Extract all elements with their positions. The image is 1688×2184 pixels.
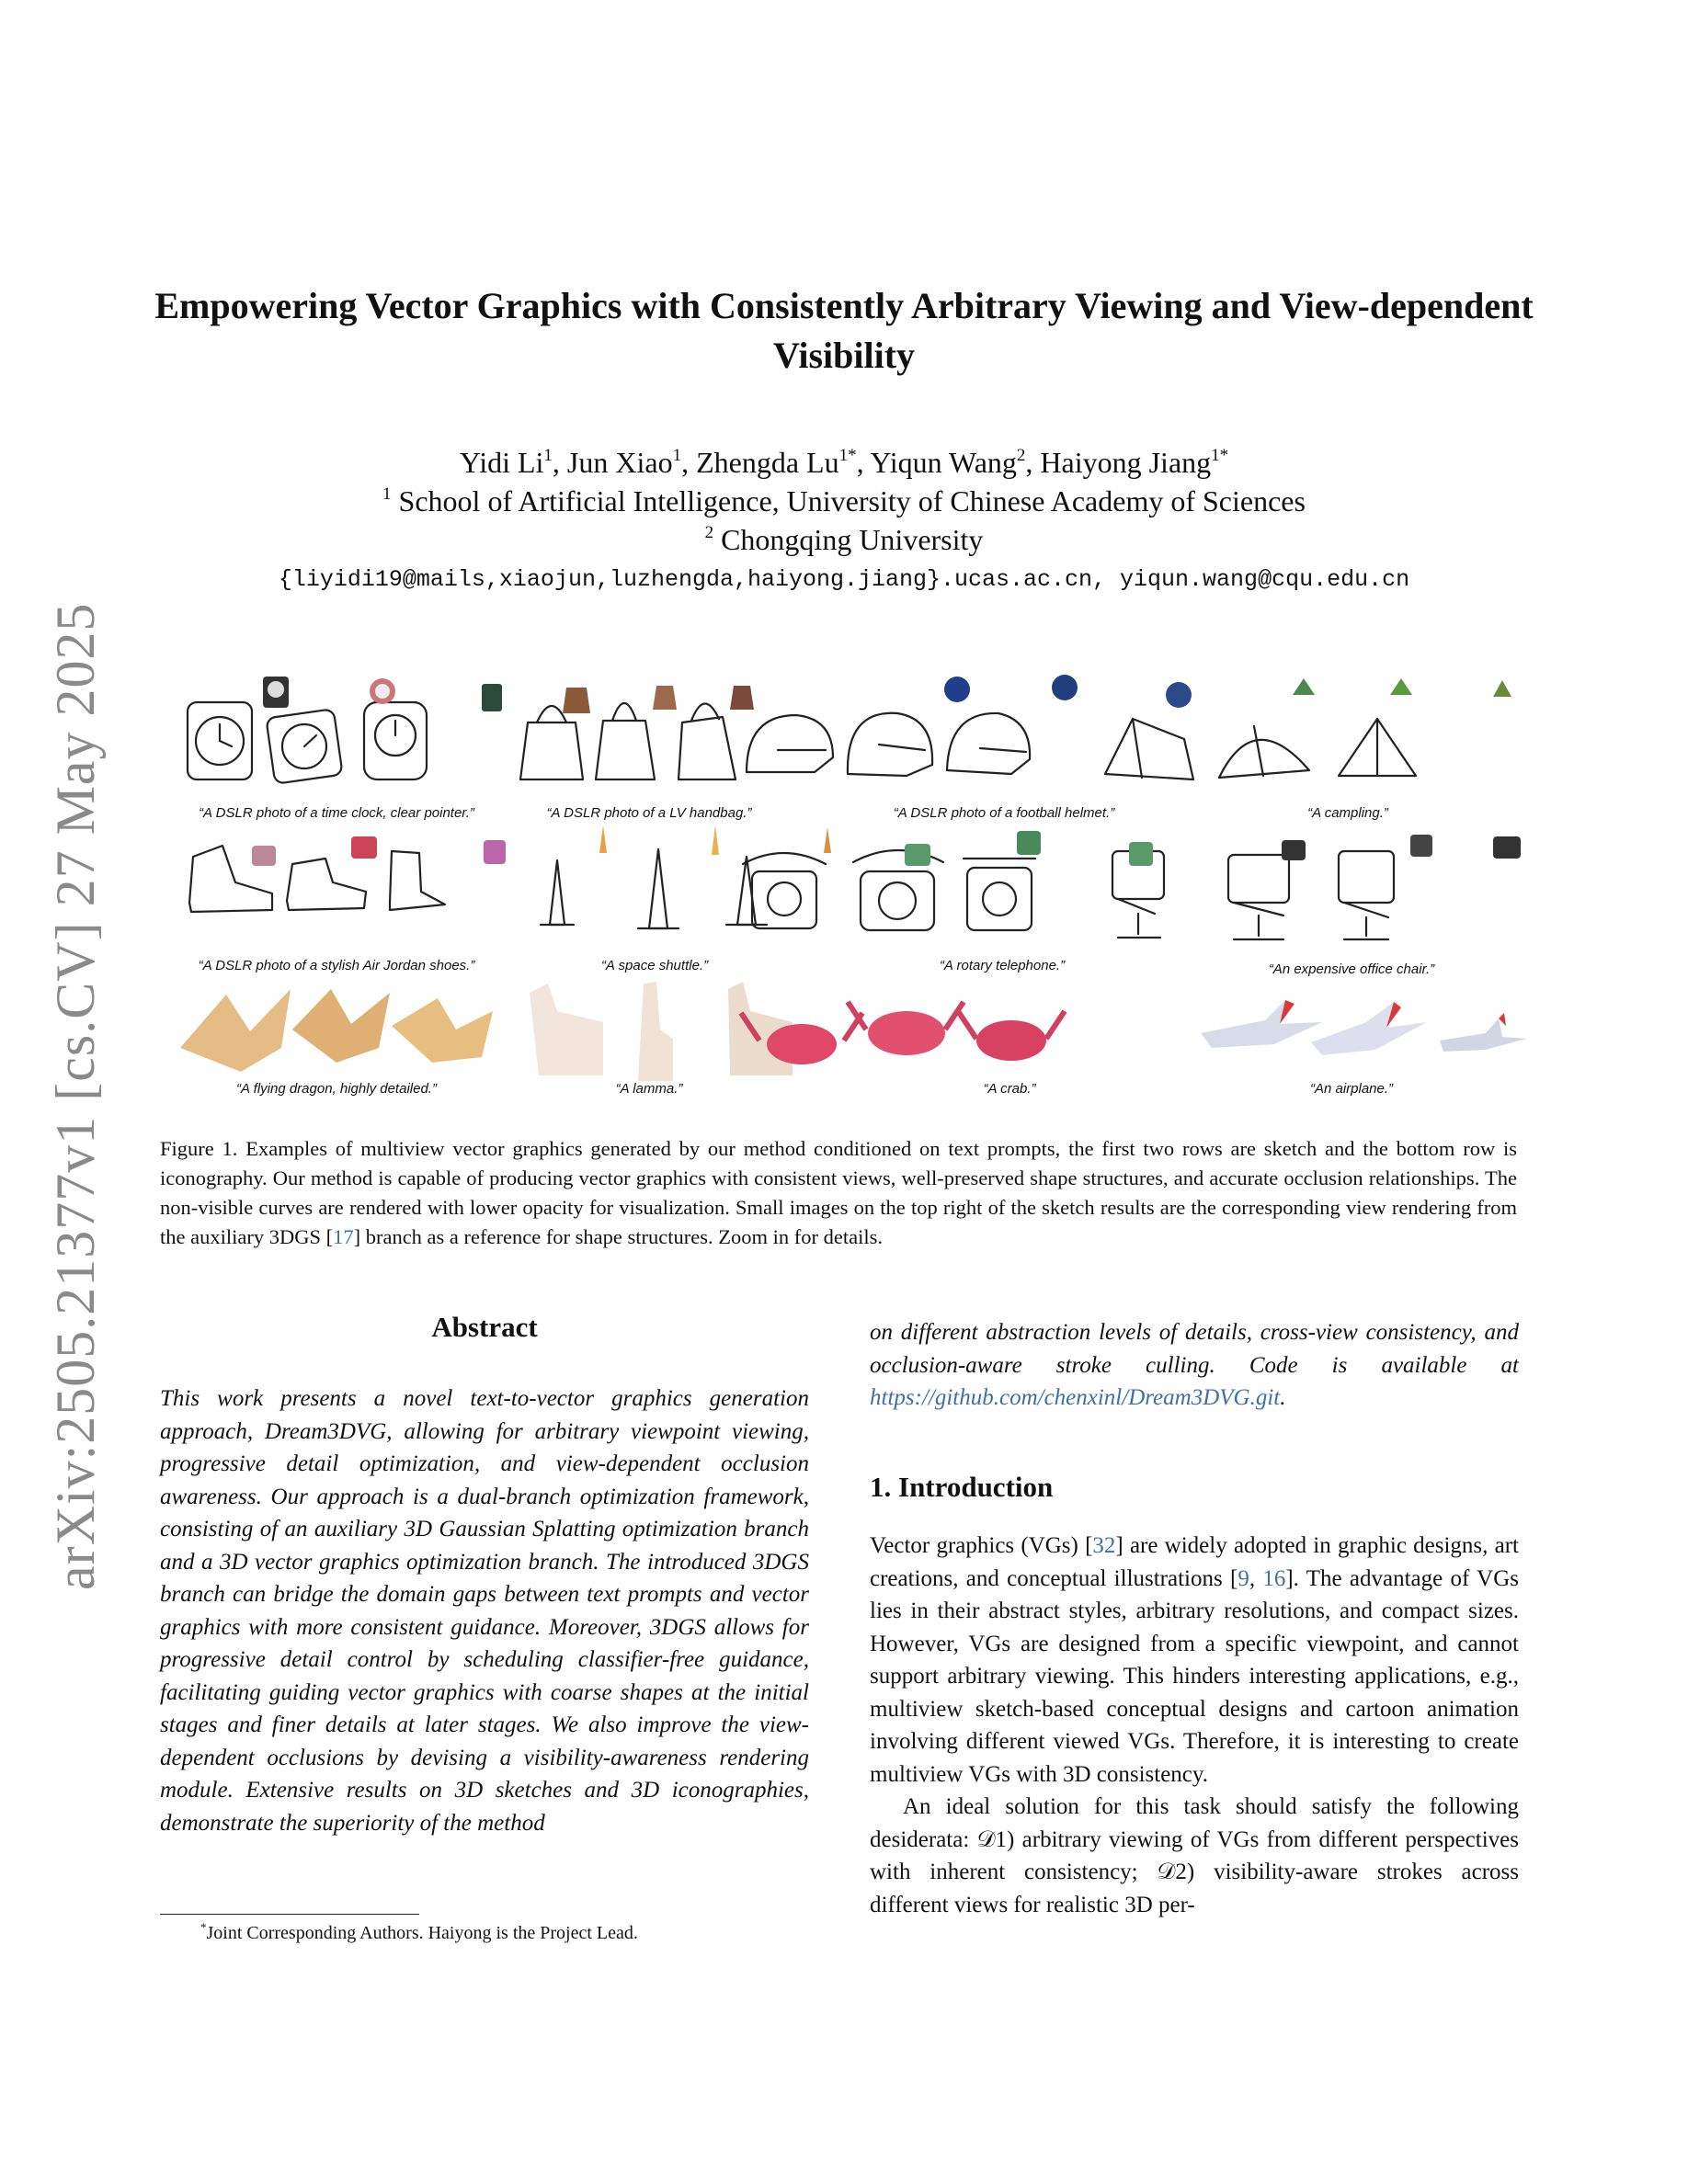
introduction-text bbox=[870, 1530, 1519, 1921]
figure-prompt: “A flying dragon, highly detailed.” bbox=[236, 1081, 437, 1097]
figure-prompt: “A DSLR photo of a stylish Air Jordan shoes.” bbox=[198, 958, 475, 973]
figure-prompt: “A DSLR photo of a football helmet.” bbox=[893, 805, 1115, 821]
figure-prompt: “A lamma.” bbox=[615, 1081, 683, 1097]
author-emails: {liyidi19@mails,xiaojun,luzhengda,haiyong.jiang}.ucas.ac.cn, yiqun.wang@cqu.edu.cn bbox=[278, 566, 1410, 593]
shoe-sketch bbox=[189, 846, 445, 912]
figure-prompt: “A space shuttle.” bbox=[600, 958, 709, 973]
tent-sketch bbox=[1105, 719, 1416, 779]
affiliation: $^1$ School of Artificial Intelligence, University of Chinese Academy of Sciences bbox=[382, 484, 1306, 518]
paper-title: Empowering Vector Graphics with Consistently Arbitrary Viewing and View-dependent Visibility bbox=[154, 285, 1534, 376]
author-name: Yidi Li bbox=[459, 446, 544, 479]
crab-icons bbox=[741, 1002, 1065, 1064]
author-list: Yidi Li$^1$, Jun Xiao$^1$, Zhengda $Lu^{1*}$, Yiqun Wang$^2$, Haiyong Jiang$^{1*}$ bbox=[459, 446, 1229, 479]
shuttle-sketch bbox=[541, 849, 767, 928]
abstract-text: This work presents a novel text-to-vector graphics generation approach, Dream3DVG, allowing for arbitrary viewpoint viewing, progressive detail optimization, and view-dependent occlusion awareness. Our approach is a dual-branch optimization framework, consisting of an auxiliary 3D Gaussian Splatting optimization branch and a 3D vector graphics optimization branch. The introduced 3DGS branch can bridge the domain gaps between text prompts and vector graphics with more consistent guidance. Moreover, 3DGS allows for progressive detail control by scheduling classifier-free guidance, facilitating guiding vector graphics with coarse shapes at the initial stages and finer details at later stages. We also improve the view-dependent occlusions by devising a visibility-awareness rendering module. Extensive results on 3D sketches and 3D iconographies, demonstrate the superiority of the method bbox=[160, 1386, 809, 1836]
author-name: Jun Xiao bbox=[566, 446, 673, 479]
airplane-icons bbox=[1201, 1000, 1526, 1055]
figure-caption: Figure 1. Examples of multiview vector graphics generated by our method conditioned on text prompts, the first two rows are sketch and the bottom row is iconography. Our method is capable of producing vector graphics with consistent views, well-preserved shape structures, and accurate occlusion relationships. The non-visible curves are rendered with lower opacity for visualization. Small images on the top right of the sketch results are the corresponding view rendering from the auxiliary 3DGS [17] branch as a reference for shape structures. Zoom in for details. bbox=[160, 1137, 1517, 1248]
abstract-continued: on different abstraction levels of details, cross-view consistency, and occlusion-aware stroke culling. Code is available at https://github.com/chenxinl/Dream3DVG.git. bbox=[870, 1320, 1519, 1410]
footnote-rule bbox=[160, 1914, 419, 1915]
code-link[interactable]: https://github.com/chenxinl/Dream3DVG.git bbox=[870, 1385, 1281, 1410]
reference-thumbnails bbox=[252, 675, 1521, 866]
paragraph: Vector graphics (VGs) [32] are widely adopted in graphic designs, art creations, and conceptual illustrations [9, 16]. The advantage of VGs lies in their abstract styles, arbitrary resolutions, and compact sizes. However, VGs are designed from a specific viewpoint, and cannot support arbitrary viewing. This hinders interesting applications, e.g., multiview sketch-based conceptual designs and cartoon animation involving different viewed VGs. Therefore, it is interesting to create multiview VGs with 3D consistency. bbox=[870, 1533, 1519, 1787]
arxiv-stamp: arXiv:2505.21377v1 [cs.CV] 27 May 2025 bbox=[45, 602, 106, 1590]
dragon-icons bbox=[180, 989, 493, 1072]
author-name: Zhengda Lu bbox=[696, 446, 839, 479]
figure-prompt: “A DSLR photo of a LV handbag.” bbox=[546, 805, 752, 821]
section-heading-introduction: 1. Introduction bbox=[870, 1471, 1054, 1503]
citation-link[interactable]: 9 bbox=[1237, 1565, 1249, 1591]
author-name: Yiqun Wang bbox=[870, 446, 1017, 479]
helmet-sketch bbox=[747, 713, 1030, 776]
footnote: *Joint Corresponding Authors. Haiyong is the Project Lead. bbox=[200, 1920, 638, 1943]
chair-sketch bbox=[1112, 851, 1394, 939]
clock-sketch bbox=[188, 702, 427, 784]
abstract-heading: Abstract bbox=[431, 1311, 538, 1343]
figure-prompt: “An expensive office chair.” bbox=[1268, 961, 1435, 977]
figure-prompt: “A campling.” bbox=[1307, 805, 1388, 821]
figure-1 bbox=[171, 662, 1528, 1121]
figure-prompt: “A crab.” bbox=[983, 1081, 1036, 1097]
citation-link[interactable]: 16 bbox=[1262, 1565, 1286, 1591]
paragraph: An ideal solution for this task should satisfy the following desiderata: 𝒟1) arbitrary viewing of VGs from different perspectives with inherent consistency; 𝒟2) visibility-aware strokes across different views for realistic 3D per- bbox=[870, 1794, 1519, 1917]
figure-prompt: “An airplane.” bbox=[1309, 1081, 1394, 1097]
author-name: Haiyong Jiang bbox=[1040, 446, 1212, 479]
affiliation: $^2$ Chongqing University bbox=[704, 523, 984, 556]
handbag-sketch bbox=[520, 703, 736, 779]
citation-link[interactable]: 32 bbox=[1092, 1533, 1116, 1558]
citation-link[interactable]: 17 bbox=[333, 1225, 354, 1248]
figure-prompt: “A rotary telephone.” bbox=[939, 958, 1066, 973]
figure-prompt: “A DSLR photo of a time clock, clear pointer.” bbox=[199, 805, 474, 821]
figure-illustrations bbox=[171, 662, 1528, 1121]
author-block bbox=[147, 443, 1541, 559]
telephone-sketch bbox=[743, 850, 1035, 930]
